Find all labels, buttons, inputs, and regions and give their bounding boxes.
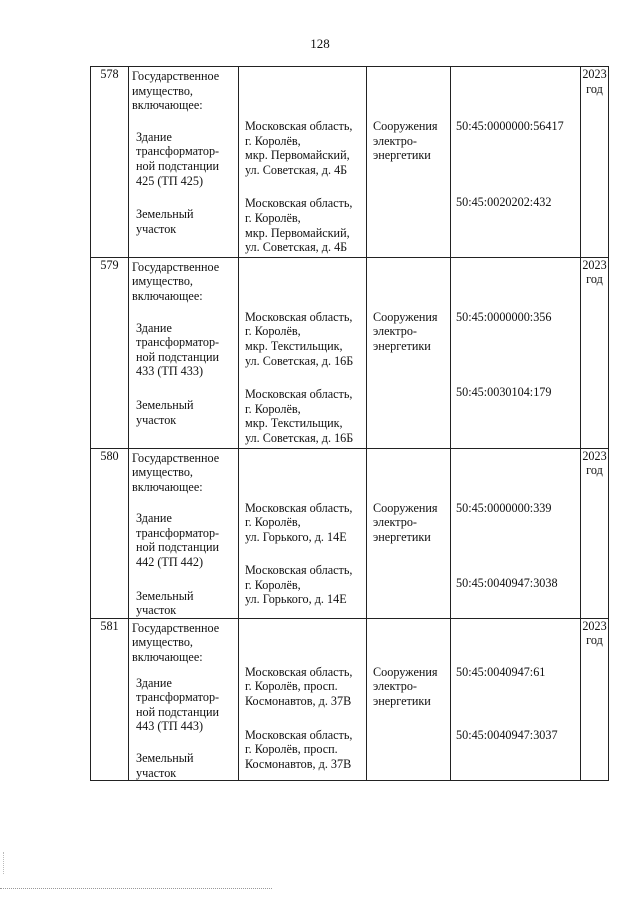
registry-entry-row [91,257,609,448]
building-address [239,308,366,368]
building-address-line: ул. Советская, д. 16Б [245,353,354,368]
entry-header-line: включающее: [132,288,203,303]
building-address-line: ул. Горького, д. 14Е [245,529,347,544]
land-address [239,561,366,609]
cadastral-cell [451,448,581,618]
land-address-line: г. Королёв, [245,401,301,416]
registry-entry-row [91,448,609,618]
land-address-line: ул. Горького, д. 14Е [245,592,347,607]
land-address-line: г. Королёв, [245,577,301,592]
entry-header-line: имущество, [132,83,193,98]
building-address [239,499,366,545]
building-address-line: г. Королёв, [245,515,301,530]
building-address-line: г. Королёв, [245,324,301,339]
entry-number [91,448,129,618]
building-purpose-line: электро- [373,515,417,530]
entry-header-line: имущество, [132,274,193,289]
building-address-line: мкр. Текстильщик, [245,338,343,353]
building-name-line: трансформатор- [136,525,220,540]
land-cadastral-text: 50:45:0020202:432 [456,194,552,209]
building-purpose [367,663,450,709]
cadastral-cell [451,257,581,448]
footer-rule [0,888,272,889]
land-address-line: ул. Советская, д. 16Б [245,430,354,445]
cadastral-cell [451,67,581,258]
building-purpose-line: Сооружения [373,500,438,515]
land-name-line: Земельный [136,397,194,412]
entry-header-line: Государственное [132,620,220,635]
entry-header [129,258,238,304]
year-line: 2023 [582,67,607,81]
land-address [239,194,366,256]
land-address-line: Космонавтов, д. 37В [245,756,352,771]
land-address-line: мкр. Текстильщик, [245,416,343,431]
building-address [239,117,366,177]
building-name-line: 442 (ТП 442) [136,555,204,570]
building-name-line: Здание [136,511,172,526]
entry-header [129,449,238,495]
building-address-line: Московская область, [245,664,353,679]
entry-header [129,619,238,665]
building-purpose-line: электро- [373,133,417,148]
building-purpose-line: энергетики [373,694,431,709]
building-name [129,509,238,569]
land-address-line: мкр. Первомайский, [245,225,350,240]
year-line: 2023 [582,448,607,463]
building-name-line: трансформатор- [136,144,220,159]
address-cell [239,67,367,258]
land-name-line: Земельный [136,751,194,765]
land-name-line: участок [136,221,177,236]
year-cell [581,67,609,258]
object-name-cell [129,448,239,618]
building-cadastral-text: 50:45:0000000:356 [456,309,552,324]
building-purpose-line: энергетики [373,529,431,544]
year-line: год [586,272,603,287]
entry-header-line: имущество, [132,635,193,650]
year-line: год [586,633,603,648]
building-name-line: 425 (ТП 425) [136,173,204,188]
building-purpose-line: Сооружения [373,119,438,133]
entry-header-line: Государственное [132,69,220,83]
building-purpose-line: электро- [373,679,417,694]
building-cadastral-number [451,308,580,325]
building-address-line: мкр. Первомайский, [245,148,350,163]
land-name [129,205,238,236]
building-cadastral-text: 50:45:0040947:61 [456,664,546,679]
year-cell [581,257,609,448]
address-cell [239,448,367,618]
building-purpose-line: энергетики [373,148,431,163]
building-address-line: Космонавтов, д. 37В [245,694,352,709]
land-address-line: Московская область, [245,563,353,578]
year-cell [581,448,609,618]
building-name-line: ной подстанции [136,540,220,555]
land-name-line: Земельный [136,588,194,603]
building-purpose [367,308,450,354]
entry-number-text: 579 [100,257,119,272]
land-address [239,726,366,774]
year-line: год [586,81,603,96]
entry-number-text: 581 [100,618,119,633]
building-address-line: г. Королёв, [245,133,301,148]
land-name [129,396,238,427]
building-name-line: трансформатор- [136,690,220,705]
year-line: 2023 [582,618,607,633]
land-name-line: Земельный [136,207,194,222]
building-address-line: г. Королёв, просп. [245,679,338,694]
purpose-cell [367,618,451,780]
building-address-line: Московская область, [245,309,353,324]
entry-header [129,67,238,113]
land-cadastral-text: 50:45:0030104:179 [456,385,552,400]
building-purpose-line: Сооружения [373,309,438,324]
building-name [129,674,238,734]
entry-header-line: имущество, [132,465,193,480]
building-address-line: Московская область, [245,500,353,515]
building-name-line: 443 (ТП 443) [136,719,204,734]
building-name [129,128,238,188]
building-name-line: Здание [136,675,172,690]
building-cadastral-text: 50:45:0000000:339 [456,500,552,515]
land-name [129,749,238,780]
object-name-cell [129,257,239,448]
building-purpose-line: электро- [373,324,417,339]
object-name-cell [129,618,239,780]
property-registry-table [90,66,609,781]
building-cadastral-number [451,663,580,680]
land-address-line: Московская область, [245,727,353,742]
building-name-line: Здание [136,129,172,144]
building-name-line: трансформатор- [136,335,220,350]
land-cadastral-number [451,383,580,400]
entry-number [91,67,129,258]
building-name-line: 433 (ТП 433) [136,364,204,379]
building-cadastral-number [451,499,580,516]
address-cell [239,618,367,780]
land-address-line: г. Королёв, просп. [245,742,338,757]
entry-header-line: включающее: [132,650,203,665]
entry-number-text: 578 [100,67,119,81]
entry-number [91,618,129,780]
year-line: год [586,463,603,478]
land-name [129,587,238,618]
building-name-line: Здание [136,320,172,335]
building-purpose-line: Сооружения [373,664,438,679]
registry-entry-row [91,67,609,258]
page-number: 128 [310,36,330,51]
building-purpose [367,117,450,163]
land-name-line: участок [136,603,177,618]
registry-entry-row [91,618,609,780]
building-address-line: ул. Советская, д. 4Б [245,162,348,177]
building-name-line: ной подстанции [136,349,220,364]
building-name-line: ной подстанции [136,704,220,719]
year-cell [581,618,609,780]
entry-number [91,257,129,448]
entry-header-line: включающее: [132,479,203,494]
building-cadastral-text: 50:45:0000000:56417 [456,119,564,133]
land-name-line: участок [136,765,177,780]
building-name [129,319,238,379]
land-address-line: Московская область, [245,196,353,211]
address-cell [239,257,367,448]
land-cadastral-text: 50:45:0040947:3037 [456,728,558,743]
land-cadastral-text: 50:45:0040947:3038 [456,576,558,591]
land-cadastral-number [451,574,580,591]
land-name-line: участок [136,412,177,427]
land-cadastral-number [451,193,580,210]
building-address-line: Московская область, [245,119,353,133]
building-address [239,663,366,709]
land-address [239,385,366,447]
purpose-cell [367,67,451,258]
object-name-cell [129,67,239,258]
scan-margin-mark [3,852,5,874]
purpose-cell [367,448,451,618]
entry-header-line: включающее: [132,98,203,113]
land-address-line: г. Королёв, [245,210,301,225]
cadastral-cell [451,618,581,780]
entry-header-line: Государственное [132,450,220,465]
building-purpose-line: энергетики [373,338,431,353]
land-address-line: Московская область, [245,387,353,402]
purpose-cell [367,257,451,448]
entry-header-line: Государственное [132,259,220,274]
land-cadastral-number [451,726,580,743]
building-name-line: ной подстанции [136,158,220,173]
building-purpose [367,499,450,545]
entry-number-text: 580 [100,448,119,463]
year-line: 2023 [582,257,607,272]
building-cadastral-number [451,117,580,134]
land-address-line: ул. Советская, д. 4Б [245,240,348,255]
